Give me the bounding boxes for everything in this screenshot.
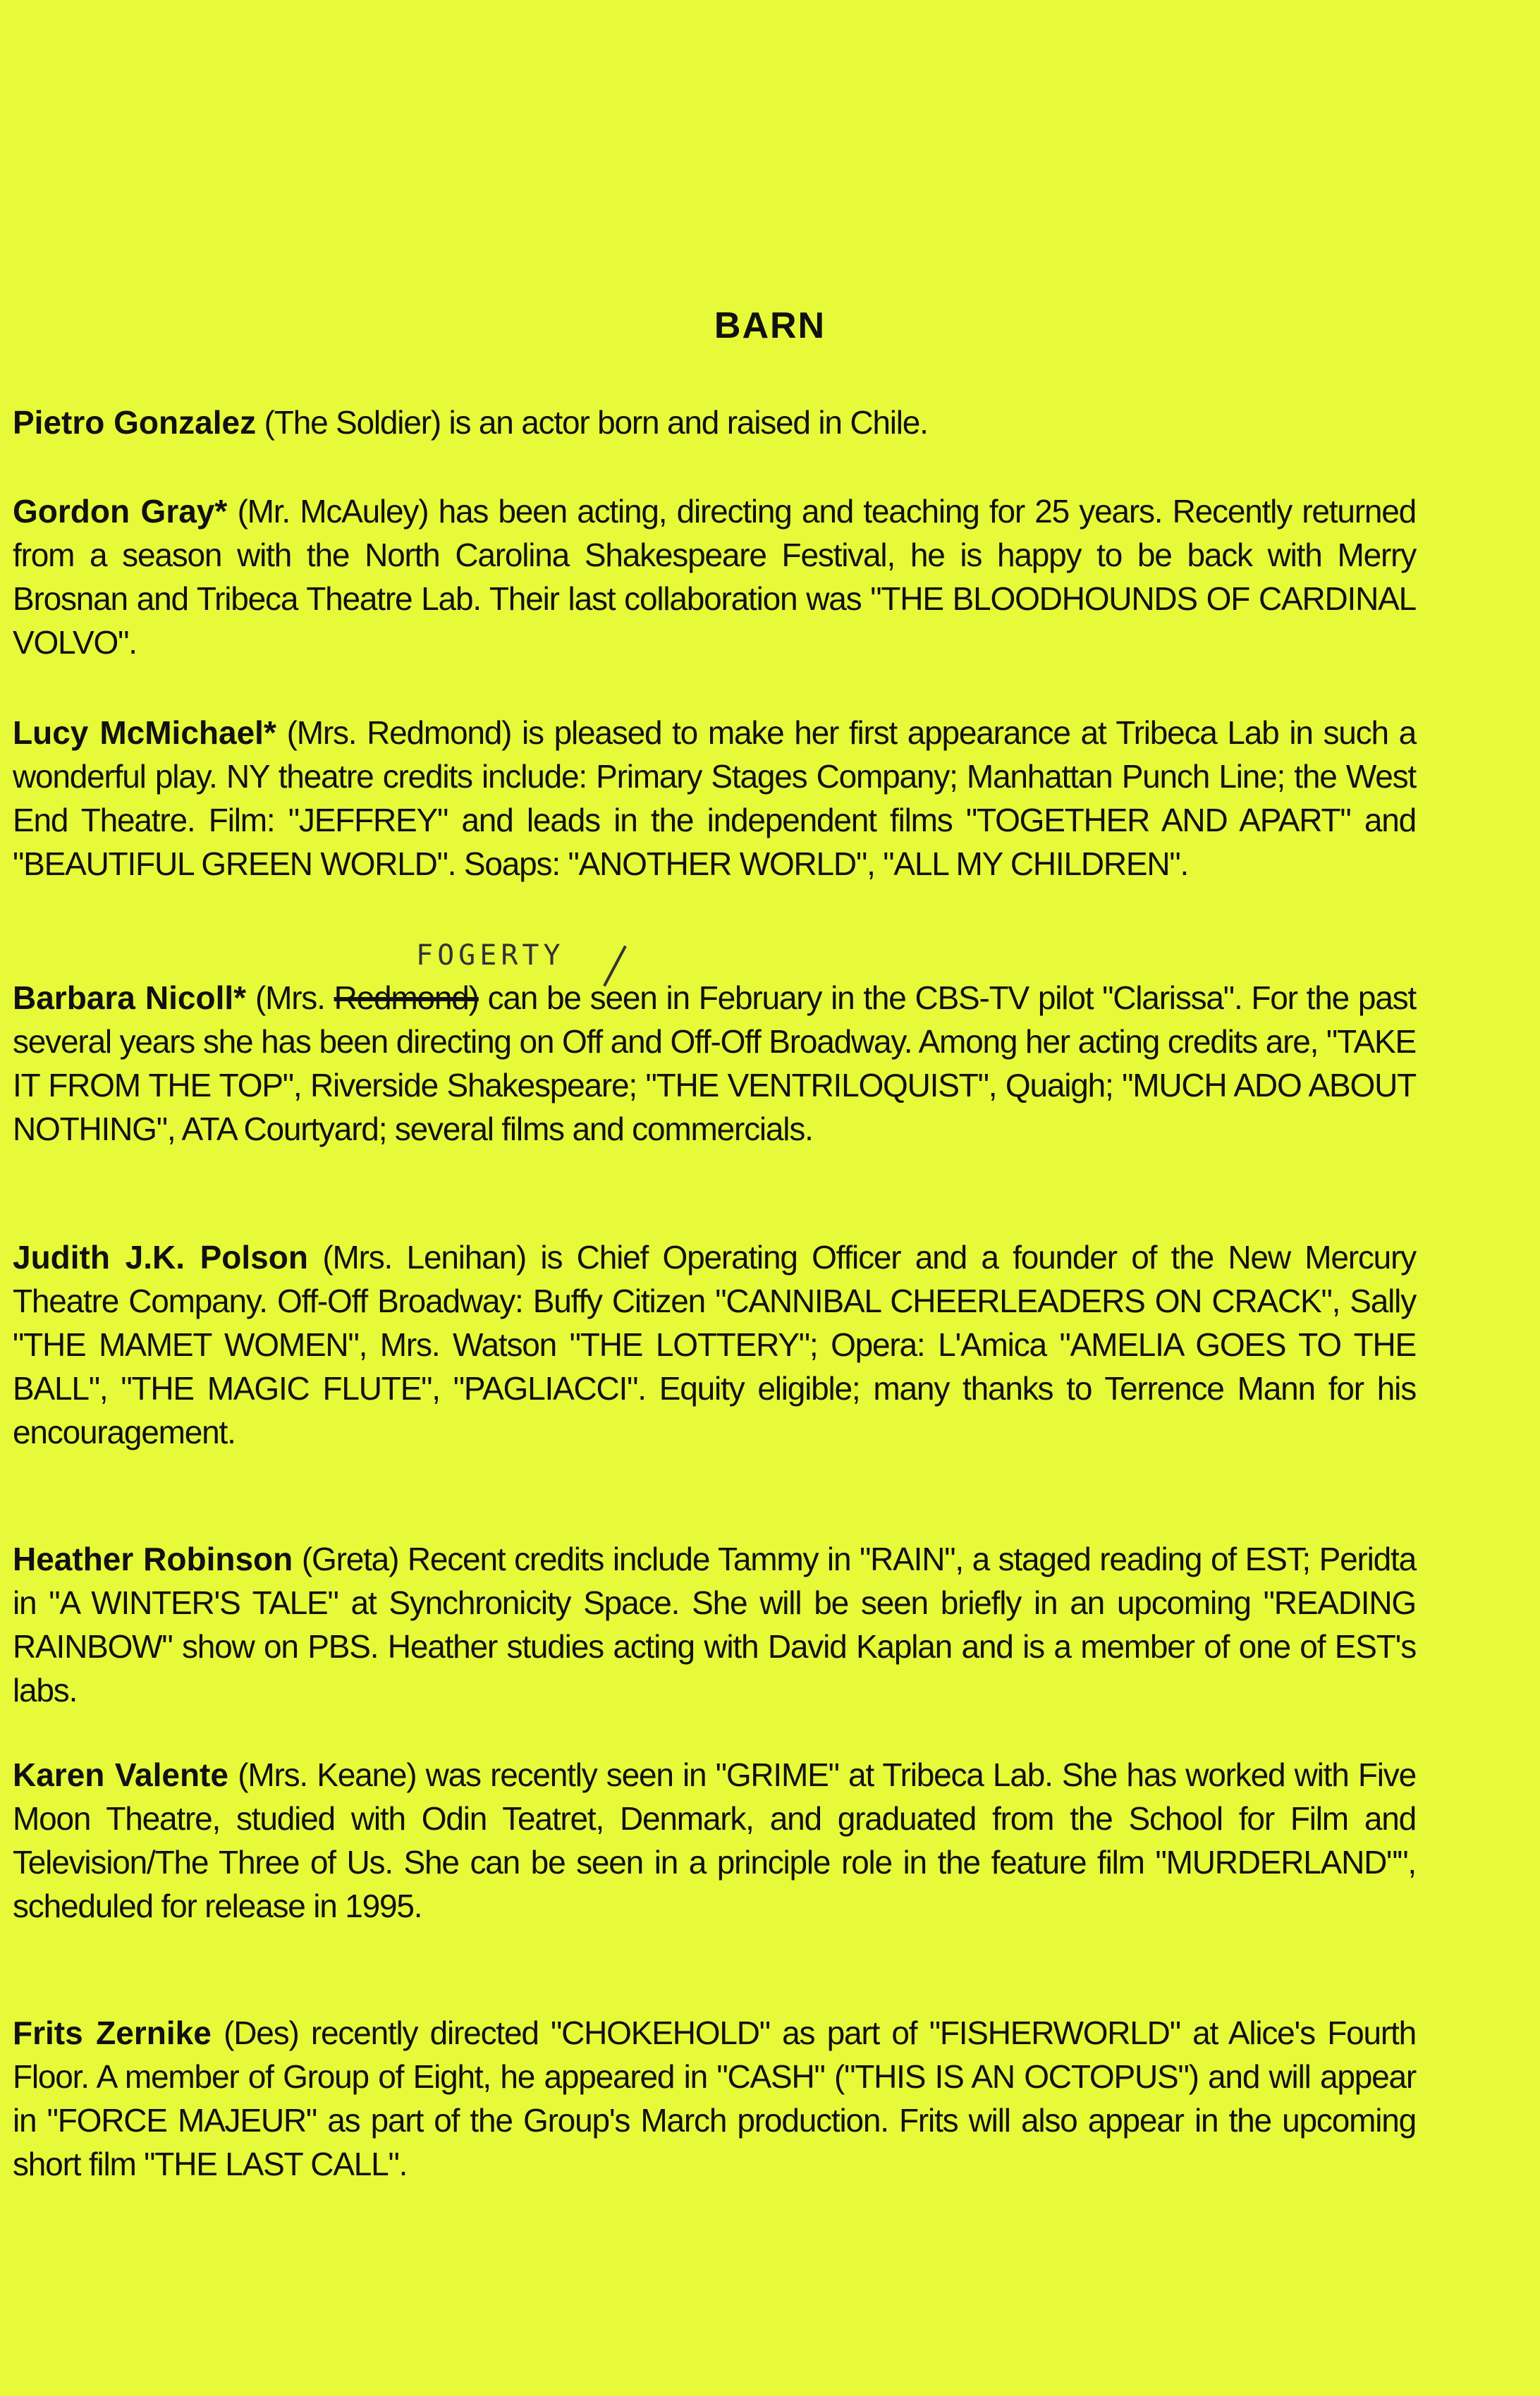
bio-name: Karen Valente	[13, 1756, 228, 1793]
bio-lucy-mcmichael	[13, 711, 1416, 886]
bio-judith-polson	[13, 1235, 1416, 1454]
struck-role-name: Redmond)	[334, 979, 479, 1016]
bio-name: Pietro Gonzalez	[13, 404, 257, 441]
bio-text: (Mrs. Keane) was recently seen in "GRIME" at Tribeca Lab. She has worked with Five Moon Theatre, studied with Odin Teatret, Denmark, and graduated from the School for Film and Television/The Three of Us. She can be seen in a principle role in the feature film "MURDERLAND"", scheduled for release in 1995.	[13, 1756, 1416, 1924]
bio-text: (Greta) Recent credits include Tammy in "RAIN", a staged reading of EST; Peridta in "A WINTER'S TALE" at Synchronicity Space. She will be seen briefly in an upcoming "READING RAINBOW" show on PBS. Heather studies acting with David Kaplan and is a member of one of EST's labs.	[13, 1541, 1416, 1709]
bio-name: Heather Robinson	[13, 1541, 293, 1577]
bio-text: (Mrs. Lenihan) is Chief Operating Officer and a founder of the New Mercury Theatre Company. Off-Off Broadway: Buffy Citizen "CANNIBAL CHEERLEADERS ON CRACK", Sally "THE MAMET WOMEN", Mrs. Watson "THE LOTTERY"; Opera: L'Amica "AMELIA GOES TO THE BALL", "THE MAGIC FLUTE", "PAGLIACCI". Equity eligible; many thanks to Terrence Mann for his encouragement.	[13, 1239, 1416, 1450]
handwritten-correction: FOGERTY	[416, 939, 565, 972]
bio-karen-valente	[13, 1753, 1416, 1928]
bio-prefix: (Mrs.	[255, 979, 325, 1016]
bio-text: can be seen in February in the CBS-TV pilot "Clarissa". For the past several years she has been directing on Off and Off-Off Broadway. Among her acting credits are, "TAKE IT FROM THE TOP", Riverside Shakespeare; "THE VENTRILOQUIST", Quaigh; "MUCH ADO ABOUT NOTHING", ATA Courtyard; several films and commercials.	[13, 979, 1416, 1147]
bio-name: Frits Zernike	[13, 2015, 212, 2051]
bio-name: Barbara Nicoll*	[13, 979, 247, 1016]
bio-text: (Mr. McAuley) has been acting, directing and teaching for 25 years. Recently returned from a season with the North Carolina Shakespeare Festival, he is happy to be back with Merry Brosnan and Tribeca Theatre Lab. Their last collaboration was "THE BLOODHOUNDS OF CARDINAL VOLVO".	[13, 493, 1416, 661]
bio-barbara-nicoll	[13, 976, 1416, 1151]
bio-text: (Mrs. Redmond) is pleased to make her first appearance at Tribeca Lab in such a wonderful play. NY theatre credits include: Primary Stages Company; Manhattan Punch Line; the West End Theatre. Film: "JEFFREY" and leads in the independent films "TOGETHER AND APART" and "BEAUTIFUL GREEN WORLD". Soaps: "ANOTHER WORLD", "ALL MY CHILDREN".	[13, 714, 1416, 882]
page-title: BARN	[714, 305, 826, 346]
bio-gordon-gray	[13, 489, 1416, 664]
bio-name: Gordon Gray*	[13, 493, 228, 530]
bio-heather-robinson	[13, 1537, 1416, 1712]
bio-name: Lucy McMichael*	[13, 714, 276, 751]
bio-text: (The Soldier) is an actor born and raised in Chile.	[264, 404, 928, 441]
bio-name: Judith J.K. Polson	[13, 1239, 308, 1276]
bio-text: (Des) recently directed "CHOKEHOLD" as part of "FISHERWORLD" at Alice's Fourth Floor. A member of Group of Eight, he appeared in "CASH" ("THIS IS AN OCTOPUS") and will appear in "FORCE MAJEUR" as part of the Group's March production. Frits will also appear in the upcoming short film "THE LAST CALL".	[13, 2015, 1416, 2182]
bio-pietro-gonzalez	[13, 401, 1416, 444]
bio-frits-zernike	[13, 2011, 1416, 2186]
